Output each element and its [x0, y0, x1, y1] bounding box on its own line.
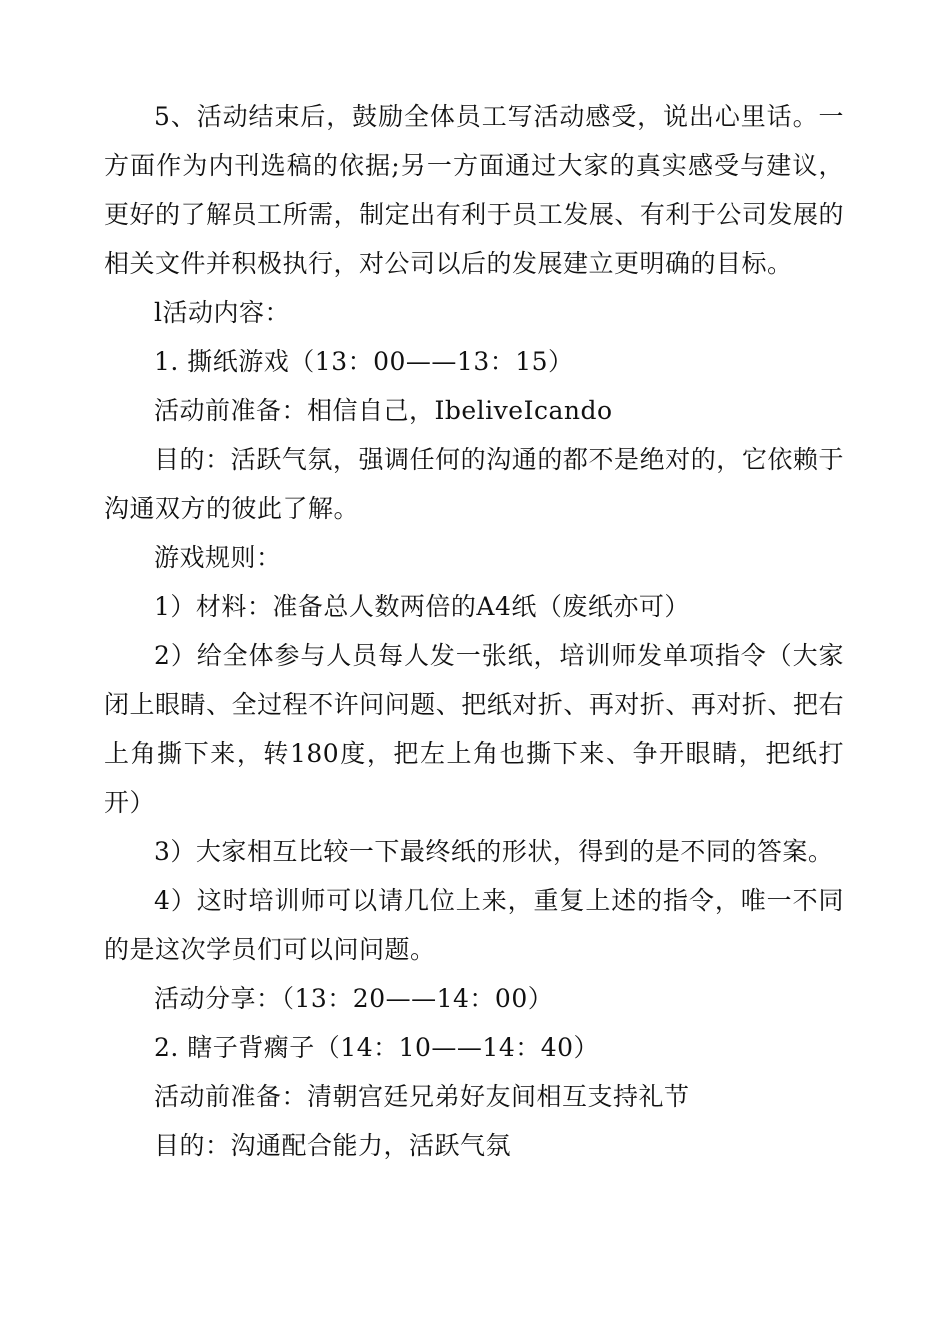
paragraph-activity-content-heading: l活动内容： — [154, 298, 290, 327]
paragraph-blind-carry-game-title: 2. 瞎子背瘸子（14：10——14：40） — [154, 1033, 600, 1062]
paragraph-rule-4-repeat: 4）这时培训师可以请几位上来，重复上述的指令，唯一不同的是这次学员们可以问问题。 — [104, 886, 844, 964]
paragraph-game-rules-heading: 游戏规则： — [154, 543, 282, 572]
paragraph-rule-2-instructions: 2）给全体参与人员每人发一张纸，培训师发单项指令（大家闭上眼睛、全过程不许问问题、把纸对折、再对折、再对折、把右上角撕下来，转180度，把左上角也撕下来、争开眼睛，把纸打开） — [104, 641, 844, 817]
paragraph-activity-sharing: 活动分享：（13：20——14：00） — [154, 984, 554, 1013]
paragraph-activity-end-feedback: 5、活动结束后，鼓励全体员工写活动感受，说出心里话。一方面作为内刊选稿的依据;另一方面通过大家的真实感受与建议，更好的了解员工所需，制定出有利于员工发展、有利于公司发展的相关文件并积极执行，对公司以后的发展建立更明确的目标。 — [104, 102, 844, 278]
paragraph-blind-carry-purpose: 目的：沟通配合能力，活跃气氛 — [154, 1131, 512, 1160]
paragraph-paper-tearing-preparation: 活动前准备：相信自己，IbeliveIcando — [154, 396, 613, 425]
paragraph-paper-tearing-purpose: 目的：活跃气氛，强调任何的沟通的都不是绝对的，它依赖于沟通双方的彼此了解。 — [104, 445, 844, 523]
document-body — [104, 92, 844, 1170]
paragraph-blind-carry-preparation: 活动前准备：清朝宫廷兄弟好友间相互支持礼节 — [154, 1082, 690, 1111]
paragraph-rule-3-compare: 3）大家相互比较一下最终纸的形状，得到的是不同的答案。 — [154, 837, 834, 866]
paragraph-paper-tearing-game-title: 1. 撕纸游戏（13：00——13：15） — [154, 347, 574, 376]
paragraph-rule-1-materials: 1）材料：准备总人数两倍的A4纸（废纸亦可） — [154, 592, 690, 621]
